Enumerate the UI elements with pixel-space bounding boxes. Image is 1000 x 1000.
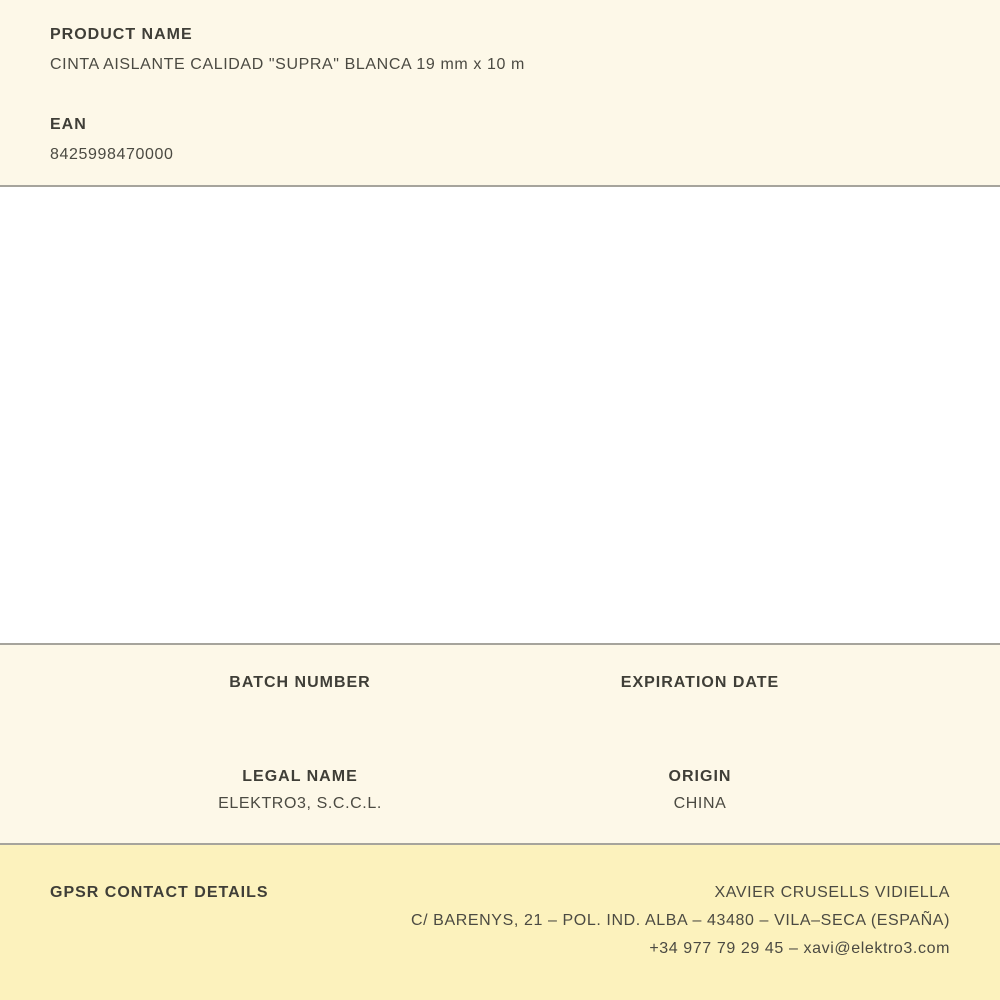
origin-label: ORIGIN <box>668 768 732 785</box>
gpsr-contact-details <box>411 883 950 959</box>
batch-number-cell <box>100 673 500 723</box>
legal-name-label: LEGAL NAME <box>242 768 358 785</box>
expiration-date-label: EXPIRATION DATE <box>620 674 780 691</box>
batch-number-value <box>100 697 500 723</box>
gpsr-contact-section <box>0 845 1000 1000</box>
origin-cell <box>500 767 900 817</box>
product-header-section <box>0 0 1000 185</box>
batch-number-label: BATCH NUMBER <box>229 674 371 691</box>
gpsr-contact-label: GPSR CONTACT DETAILS <box>50 884 269 901</box>
expiration-date-value <box>500 697 900 723</box>
contact-phone-email: +34 977 79 29 45 – xavi@elektro3.com <box>649 940 950 957</box>
legal-name-value: ELEKTRO3, S.C.C.L. <box>218 795 382 812</box>
expiration-date-cell <box>500 673 900 723</box>
contact-name: XAVIER CRUSELLS VIDIELLA <box>714 884 950 901</box>
contact-address: C/ BARENYS, 21 – POL. IND. ALBA – 43480 – VILA–SECA (ESPAÑA) <box>410 912 950 929</box>
info-row-batch-expiration <box>100 673 900 723</box>
info-row-legal-origin <box>100 767 900 817</box>
origin-value: CHINA <box>673 795 727 812</box>
ean-value: 8425998470000 <box>50 146 174 163</box>
legal-name-cell <box>100 767 500 817</box>
product-name-label: PRODUCT NAME <box>50 26 193 43</box>
product-image-area <box>0 187 1000 643</box>
product-name-value: CINTA AISLANTE CALIDAD "SUPRA" BLANCA 19 mm x 10 m <box>50 56 525 73</box>
product-info-section <box>0 645 1000 843</box>
ean-label: EAN <box>50 116 87 133</box>
